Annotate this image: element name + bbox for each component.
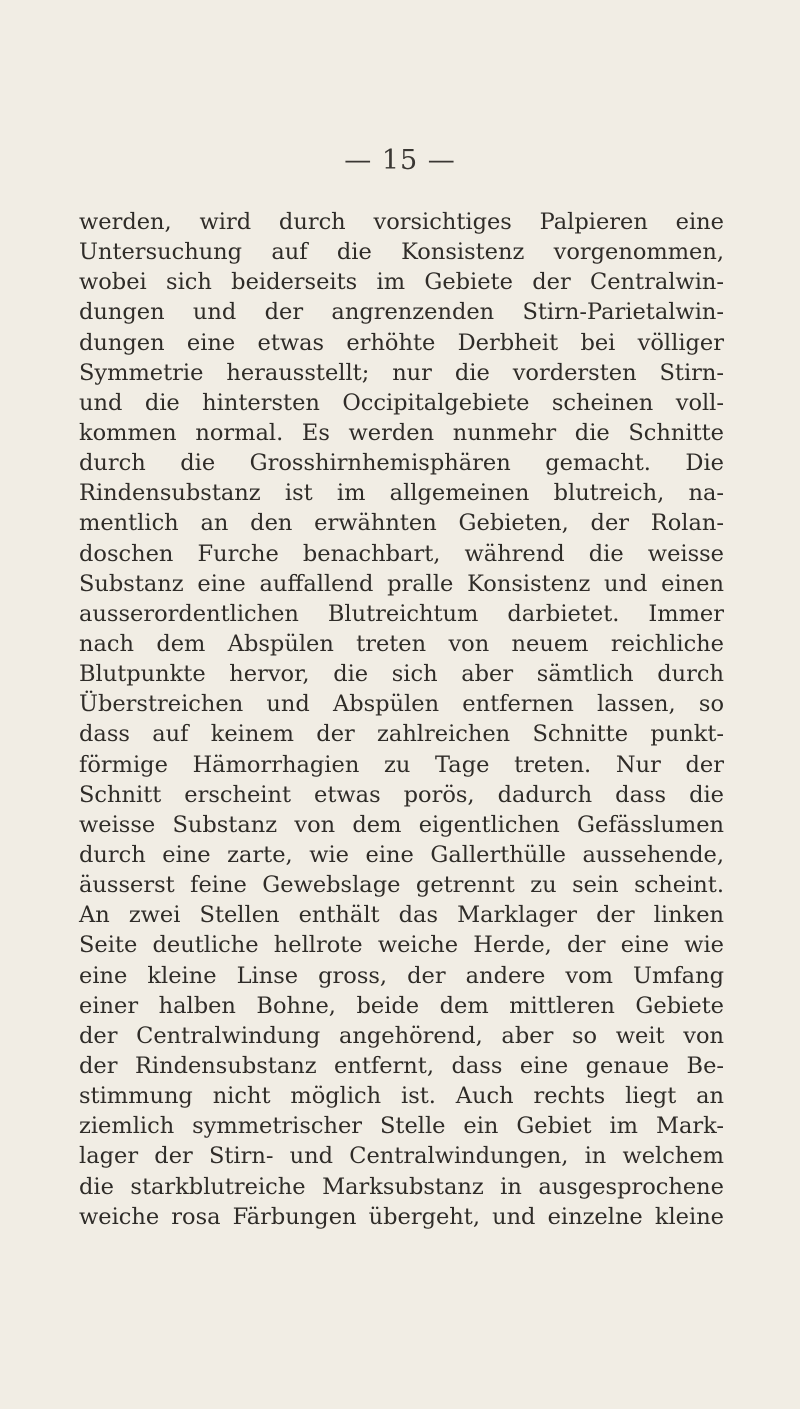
text-line: kommen normal. Es werden nunmehr die Schnitte [79, 419, 724, 446]
text-line: äusserst feine Gewebslage getrennt zu sein scheint. [79, 872, 724, 899]
text-line: An zwei Stellen enthält das Marklager der linken [79, 902, 724, 929]
text-line: dungen eine etwas erhöhte Derbheit bei völliger [79, 329, 724, 356]
text-line: Seite deutliche hellrote weiche Herde, der eine wie [79, 932, 724, 959]
text-line: Schnitt erscheint etwas porös, dadurch dass die [79, 781, 724, 808]
text-line: und die hintersten Occipitalgebiete scheinen voll- [79, 389, 724, 416]
text-line: stimmung nicht möglich ist. Auch rechts liegt an [79, 1083, 724, 1110]
text-line: Überstreichen und Abspülen entfernen lassen, so [79, 691, 724, 718]
text-line: werden, wird durch vorsichtiges Palpieren eine [79, 209, 724, 235]
text-line: Symmetrie herausstellt; nur die vordersten Stirn- [79, 359, 724, 386]
text-line: dungen und der angrenzenden Stirn-Parietalwin- [79, 299, 724, 326]
text-line: weisse Substanz von dem eigentlichen Gefässlumen [79, 811, 724, 838]
text-line: Untersuchung auf die Konsistenz vorgenommen, [79, 239, 724, 266]
text-line: einer halben Bohne, beide dem mittleren Gebiete [79, 992, 724, 1019]
text-line: Substanz eine auffallend pralle Konsistenz und einen [79, 570, 724, 597]
text-line: mentlich an den erwähnten Gebieten, der Rolan- [79, 510, 724, 537]
text-line: nach dem Abspülen treten von neuem reichliche [79, 630, 724, 657]
text-line: ausserordentlichen Blutreichtum darbietet. Immer [79, 600, 724, 627]
text-line: der Rindensubstanz entfernt, dass eine genaue Be- [79, 1052, 724, 1079]
text-line: eine kleine Linse gross, der andere vom Umfang [79, 962, 724, 989]
text-line: lager der Stirn- und Centralwindungen, in welchem [79, 1143, 724, 1170]
text-line: die starkblutreiche Marksubstanz in ausgesprochene [79, 1173, 724, 1200]
text-line: weiche rosa Färbungen übergeht, und einzelne kleine [79, 1203, 724, 1230]
text-line: Rindensubstanz ist im allgemeinen blutreich, na- [79, 480, 724, 507]
text-line: durch eine zarte, wie eine Gallerthülle aussehende, [79, 841, 724, 868]
text-line: wobei sich beiderseits im Gebiete der Centralwin- [79, 269, 724, 296]
body-text [79, 207, 724, 1232]
text-line: förmige Hämorrhagien zu Tage treten. Nur der [79, 751, 724, 778]
text-line: Blutpunkte hervor, die sich aber sämtlich durch [79, 661, 724, 688]
page-number: — 15 — [344, 145, 456, 176]
text-line: der Centralwindung angehörend, aber so weit von [79, 1022, 724, 1049]
text-line: doschen Furche benachbart, während die weisse [79, 540, 724, 567]
text-line: dass auf keinem der zahlreichen Schnitte punkt- [79, 721, 724, 748]
text-line: durch die Grosshirnhemisphären gemacht. Die [79, 450, 724, 477]
text-line: ziemlich symmetrischer Stelle ein Gebiet im Mark- [79, 1113, 724, 1140]
